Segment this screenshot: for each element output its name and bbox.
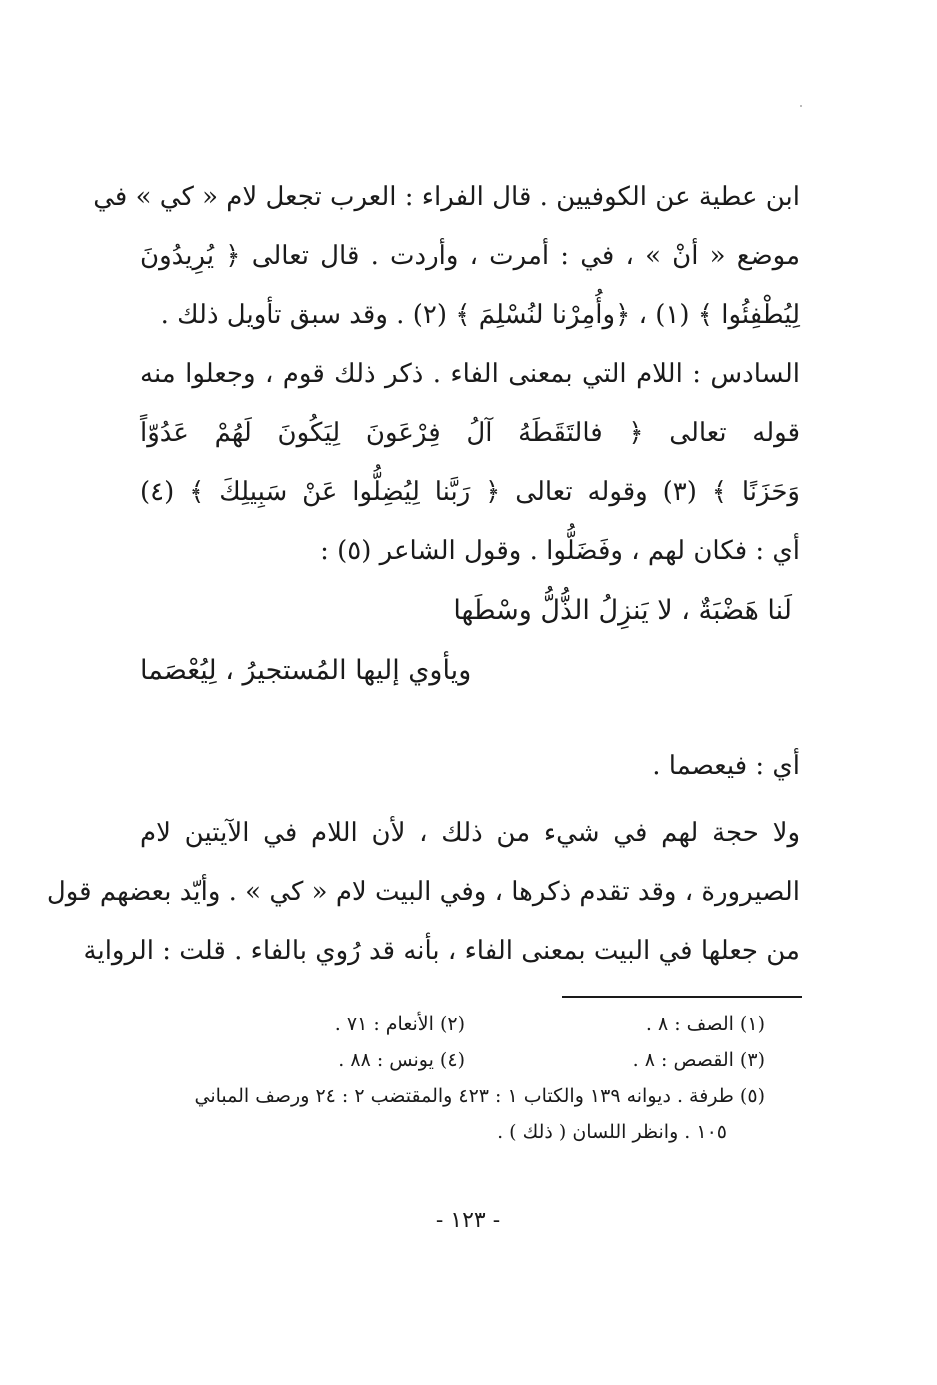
scan-speck [800, 105, 802, 107]
footnote-5-continuation: ١٠٥ . وانظر اللسان ( ذلك ) . [497, 1121, 727, 1143]
verse-hemistich-2: ويأوي إليها المُستجيرُ ، لِيُعْصَما [140, 655, 472, 686]
footnote-4: (٤) يونس : ٨٨ . [338, 1049, 465, 1071]
verse-hemistich-1: لَنا هَضْبَةٌ ، لا يَنزِلُ الذُّلُّ وسْطَها [453, 595, 792, 626]
text-line: أي : فيعصما . [652, 751, 800, 781]
footnotes [140, 1006, 765, 1150]
footnote-5: (٥) طرفة . ديوانه ١٣٩ والكتاب ١ : ٤٢٣ والمقتضب ٢ : ٢٤ ورصف المباني [194, 1085, 765, 1107]
main-text [46, 168, 800, 981]
text-line: السادس : اللام التي بمعنى الفاء . ذكر ذلك قوم ، وجعلوا منه [140, 359, 800, 389]
text-line: الصيرورة ، وقد تقدم ذكرها ، وفي البيت لام « كي » . وأيّد بعضهم قول [46, 877, 800, 907]
text-line: وَحَزَنًا ﴾ (٣) وقوله تعالى ﴿ رَبَّنا لِيُضِلُّوا عَنْ سَبِيلِكَ ﴾ (٤) [140, 477, 800, 507]
text-line: من جعلها في البيت بمعنى الفاء ، بأنه قد رُوي بالفاء . قلت : الرواية [83, 936, 800, 966]
text-line: لِيُطْفِئُوا ﴾ (١) ، ﴿وأُمِرْنا لنُسْلِمَ ﴾ (٢) . وقد سبق تأويل ذلك . [160, 300, 800, 330]
page-number: - ١٢٣ - [435, 1208, 501, 1233]
text-line: ولا حجة لهم في شيء من ذلك ، لأن اللام في الآيتين لام [140, 818, 800, 848]
footnote-divider [562, 996, 802, 998]
text-line: ابن عطية عن الكوفيين . قال الفراء : العرب تجعل لام « كي » في [93, 182, 800, 212]
text-line: موضع « أنْ » ، في : أمرت ، وأردت . قال تعالى ﴿ يُرِيدُونَ [140, 241, 800, 271]
footnote-3: (٣) القصص : ٨ . [632, 1049, 765, 1071]
footnote-1: (١) الصف : ٨ . [645, 1013, 765, 1035]
text-line: أي : فكان لهم ، وفَضَلُّوا . وقول الشاعر (٥) : [320, 536, 800, 566]
footnote-2: (٢) الأنعام : ٧١ . [334, 1013, 465, 1035]
text-line: قوله تعالى ﴿ فالتَقَطَهُ آلُ فِرْعَونَ لِيَكُونَ لَهُمْ عَدُوّاً [140, 418, 800, 448]
poetry-verse [140, 581, 800, 701]
